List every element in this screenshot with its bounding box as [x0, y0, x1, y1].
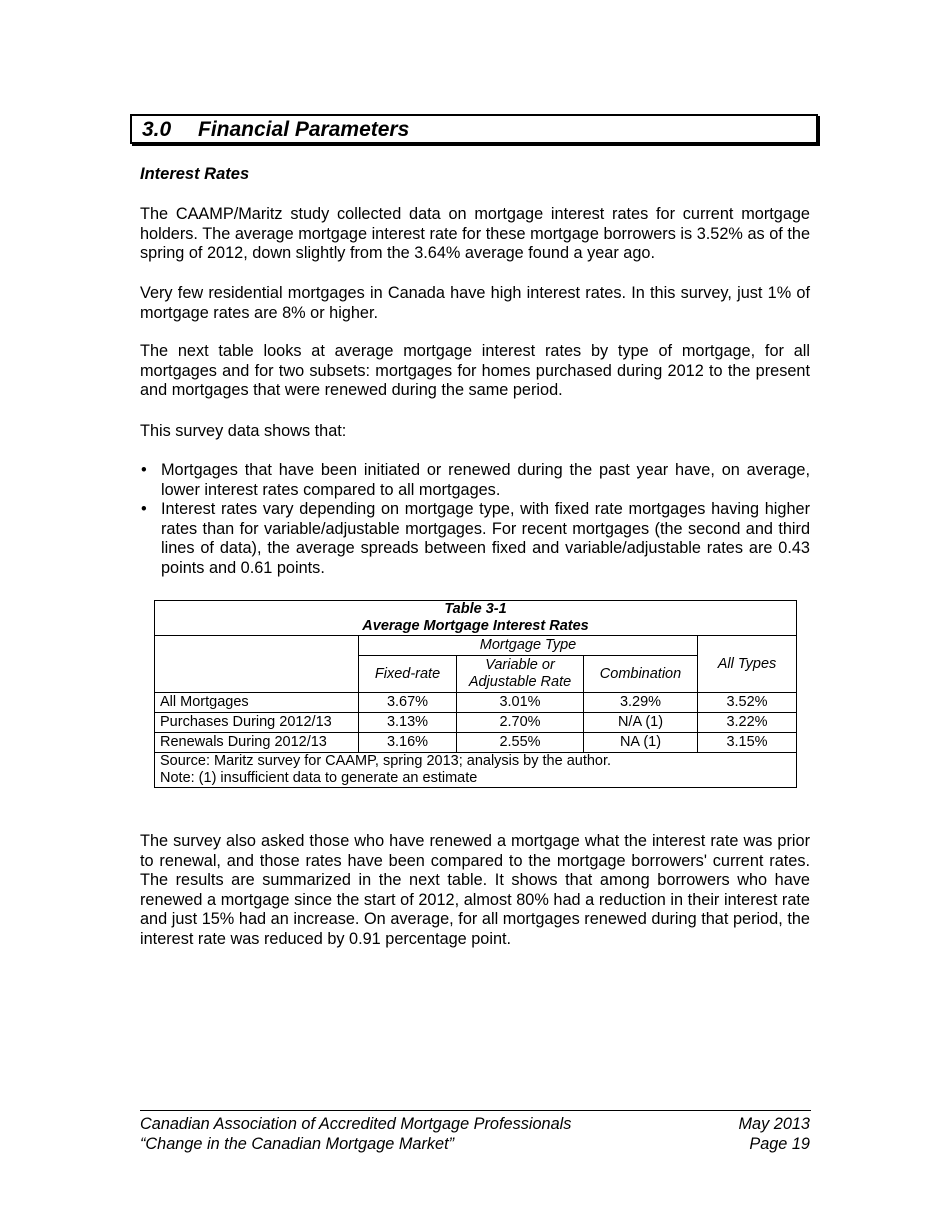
bullet-text: Mortgages that have been initiated or renewed during the past year have, on average, lower interest rates compared to all mortgages.: [161, 461, 810, 499]
cell-variable: 3.01%: [457, 693, 584, 713]
section-title-text: Financial Parameters: [198, 118, 410, 141]
section-title: [142, 118, 409, 142]
paragraph-4: This survey data shows that:: [140, 422, 347, 440]
table-number: Table 3-1: [444, 601, 507, 617]
col-header-variable-line2: Adjustable Rate: [468, 674, 572, 690]
footer-divider: [140, 1110, 811, 1111]
col-header-variable: [457, 656, 584, 693]
col-header-combination: Combination: [584, 656, 698, 693]
subheading-interest-rates: Interest Rates: [140, 165, 250, 183]
footer-page-number: Page 19: [749, 1135, 810, 1153]
cell-fixed: 3.16%: [359, 733, 457, 753]
table-note: Note: (1) insufficient data to generate an estimate: [160, 770, 478, 786]
row-label: All Mortgages: [155, 693, 359, 713]
col-header-all-types: All Types: [698, 636, 797, 693]
col-header-fixed: Fixed-rate: [359, 656, 457, 693]
footer-left: [140, 1114, 571, 1154]
table-3-1: [154, 600, 796, 788]
paragraph-3: The next table looks at average mortgage interest rates by type of mortgage, for all mortgages and for two subsets: mortgages for homes purchased during 2012 to the present and mortgages that were renewed during the same period.: [140, 342, 810, 400]
row-label: Purchases During 2012/13: [155, 713, 359, 733]
section-number: 3.0: [142, 118, 172, 141]
cell-all: 3.15%: [698, 733, 797, 753]
table-row: [155, 733, 797, 753]
table-row: [155, 713, 797, 733]
cell-all: 3.22%: [698, 713, 797, 733]
col-header-variable-line1: Variable or: [485, 657, 555, 673]
footer-report-title: “Change in the Canadian Mortgage Market”: [140, 1135, 455, 1153]
rates-table: [154, 600, 797, 788]
paragraph-2: Very few residential mortgages in Canada have high interest rates. In this survey, just 1% of mortgage rates are 8% or higher.: [140, 284, 810, 322]
cell-combination: NA (1): [584, 733, 698, 753]
cell-all: 3.52%: [698, 693, 797, 713]
section-heading-box: [130, 114, 818, 144]
footer-date: May 2013: [738, 1115, 810, 1133]
paragraph-1: The CAAMP/Maritz study collected data on mortgage interest rates for current mortgage holders. The average mortgage interest rate for these mortgage borrowers is 3.52% as of the spring of 2012, down slightly from the 3.64% average found a year ago.: [140, 205, 810, 263]
bullet-icon: •: [141, 500, 147, 519]
table-group-header: Mortgage Type: [359, 636, 698, 656]
cell-fixed: 3.13%: [359, 713, 457, 733]
paragraph-5: The survey also asked those who have renewed a mortgage what the interest rate was prior to renewal, and those rates have been compared to the mortgage borrowers' current rates. The results are summarized in the next table. It shows that among borrowers who have renewed a mortgage since the start of 2012, almost 80% had a reduction in their interest rate and just 15% had an increase. On average, for all mortgages renewed during that period, the interest rate was reduced by 0.91 percentage point.: [140, 832, 810, 948]
cell-fixed: 3.67%: [359, 693, 457, 713]
cell-combination: 3.29%: [584, 693, 698, 713]
bullet-text: Interest rates vary depending on mortgage type, with fixed rate mortgages having higher rates than for variable/adjustable mortgages. For recent mortgages (the second and third lines of data), the average spreads between fixed and variable/adjustable rates are 0.43 points and 0.61 points.: [161, 500, 810, 577]
cell-variable: 2.70%: [457, 713, 584, 733]
table-notes: [155, 753, 797, 788]
table-source: Source: Maritz survey for CAAMP, spring 2013; analysis by the author.: [160, 753, 612, 769]
bullet-item: [140, 461, 810, 500]
cell-variable: 2.55%: [457, 733, 584, 753]
table-caption: [155, 601, 797, 636]
footer-right: [738, 1114, 810, 1154]
footer-organization: Canadian Association of Accredited Mortgage Professionals: [140, 1115, 572, 1133]
bullet-list: [140, 461, 810, 579]
table-corner-cell: [155, 636, 359, 693]
cell-combination: N/A (1): [584, 713, 698, 733]
row-label: Renewals During 2012/13: [155, 733, 359, 753]
table-title: Average Mortgage Interest Rates: [362, 618, 589, 634]
bullet-icon: •: [141, 461, 147, 479]
table-row: [155, 693, 797, 713]
bullet-item: [140, 500, 810, 578]
